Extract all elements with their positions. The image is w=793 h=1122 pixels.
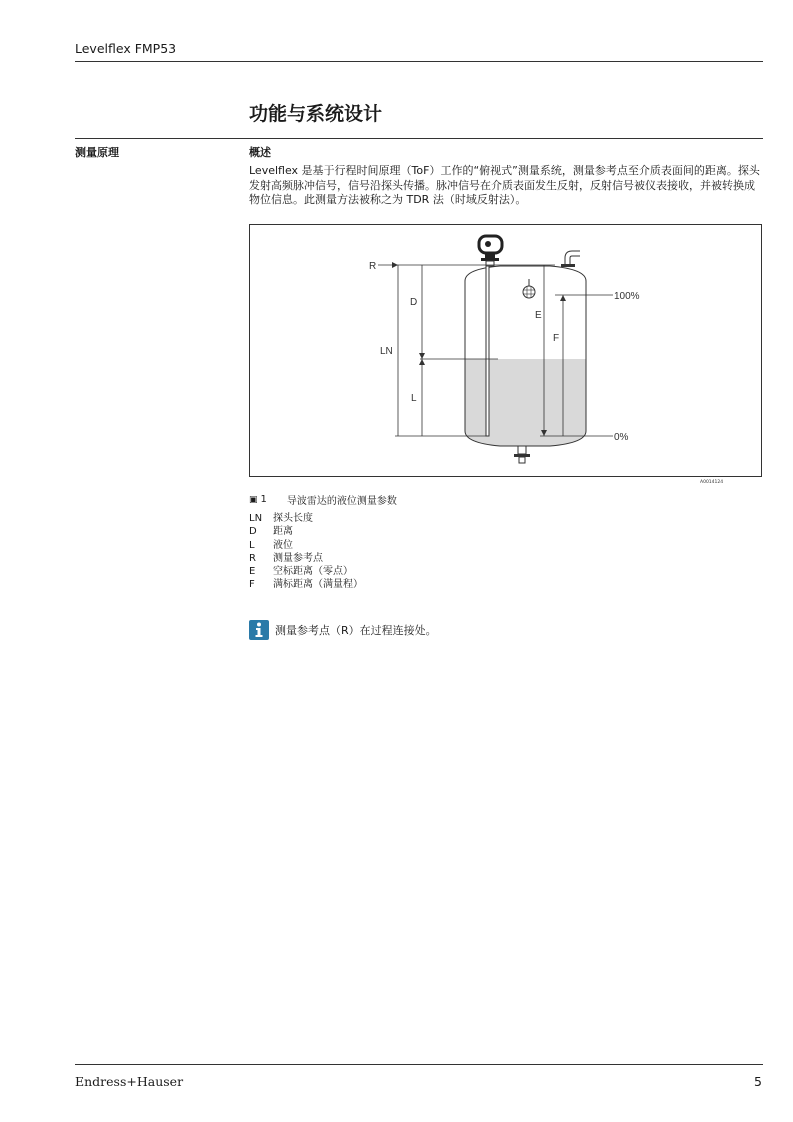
legend-item: [249, 552, 363, 565]
info-icon: [249, 620, 269, 640]
legend-item: [249, 578, 363, 591]
legend-key: E: [249, 566, 256, 578]
page-number: 5: [754, 1074, 762, 1089]
label-full: 100%: [614, 291, 640, 302]
figure-icon: ▣: [249, 494, 258, 505]
figure-number: 1: [260, 494, 267, 505]
liquid-fill: [465, 359, 586, 446]
label-empty: 0%: [614, 432, 629, 443]
section-heading: 概述: [249, 146, 271, 159]
chapter-title: 功能与系统设计: [249, 103, 383, 125]
figure-caption: [249, 492, 397, 507]
label-d: D: [410, 297, 418, 308]
figure-id: A0014124: [700, 480, 724, 485]
legend-key: F: [249, 579, 255, 591]
inlet-pipe: [565, 251, 580, 266]
legend-text: 距离: [273, 526, 293, 538]
tank-diagram-svg: [250, 225, 763, 478]
legend-item: [249, 565, 363, 578]
legend-key: LN: [249, 513, 263, 524]
legend-item: [249, 512, 363, 525]
legend-key: D: [249, 526, 257, 538]
legend-text: 探头长度: [273, 513, 313, 524]
level-sensor: [523, 286, 535, 298]
footer-divider: [75, 1064, 763, 1065]
header-divider: [75, 61, 763, 62]
label-l: L: [411, 393, 417, 404]
legend-item: [249, 525, 363, 538]
label-ln: LN: [380, 346, 393, 357]
section-side-label: 测量原理: [75, 146, 119, 159]
label-f: F: [553, 333, 560, 344]
legend-key: R: [249, 552, 256, 564]
legend-text: 满标距离（满量程）: [273, 579, 363, 591]
figure-caption-text: 导波雷达的液位测量参数: [286, 496, 397, 507]
figure-legend: [249, 512, 363, 592]
document-header-title: Levelflex FMP53: [75, 41, 177, 56]
legend-item: [249, 539, 363, 552]
legend-text: 空标距离（零点）: [273, 566, 353, 578]
label-e: E: [535, 310, 542, 321]
legend-text: 液位: [273, 539, 293, 551]
label-r: R: [369, 261, 377, 272]
bottom-outlet: [518, 446, 526, 454]
section-paragraph: Levelflex 是基于行程时间原理（ToF）工作的“俯视式”测量系统，测量参考点至介质表面间的距离。探头发射高频脉冲信号，信号沿探头传播。脉冲信号在介质表面发生反射，反射信号被仪表接收，并被转换成物位信息。此测量方法被称之为 TDR 法（时域反射法）。: [249, 164, 760, 206]
footer-brand: Endress+Hauser: [75, 1074, 184, 1089]
tank-diagram: [249, 224, 762, 477]
info-note: [249, 620, 437, 640]
section-divider: [75, 138, 763, 139]
probe-rod: [486, 266, 489, 436]
legend-text: 测量参考点: [273, 552, 323, 564]
info-note-text: 测量参考点（R）在过程连接处。: [275, 624, 437, 637]
legend-key: L: [249, 539, 255, 551]
